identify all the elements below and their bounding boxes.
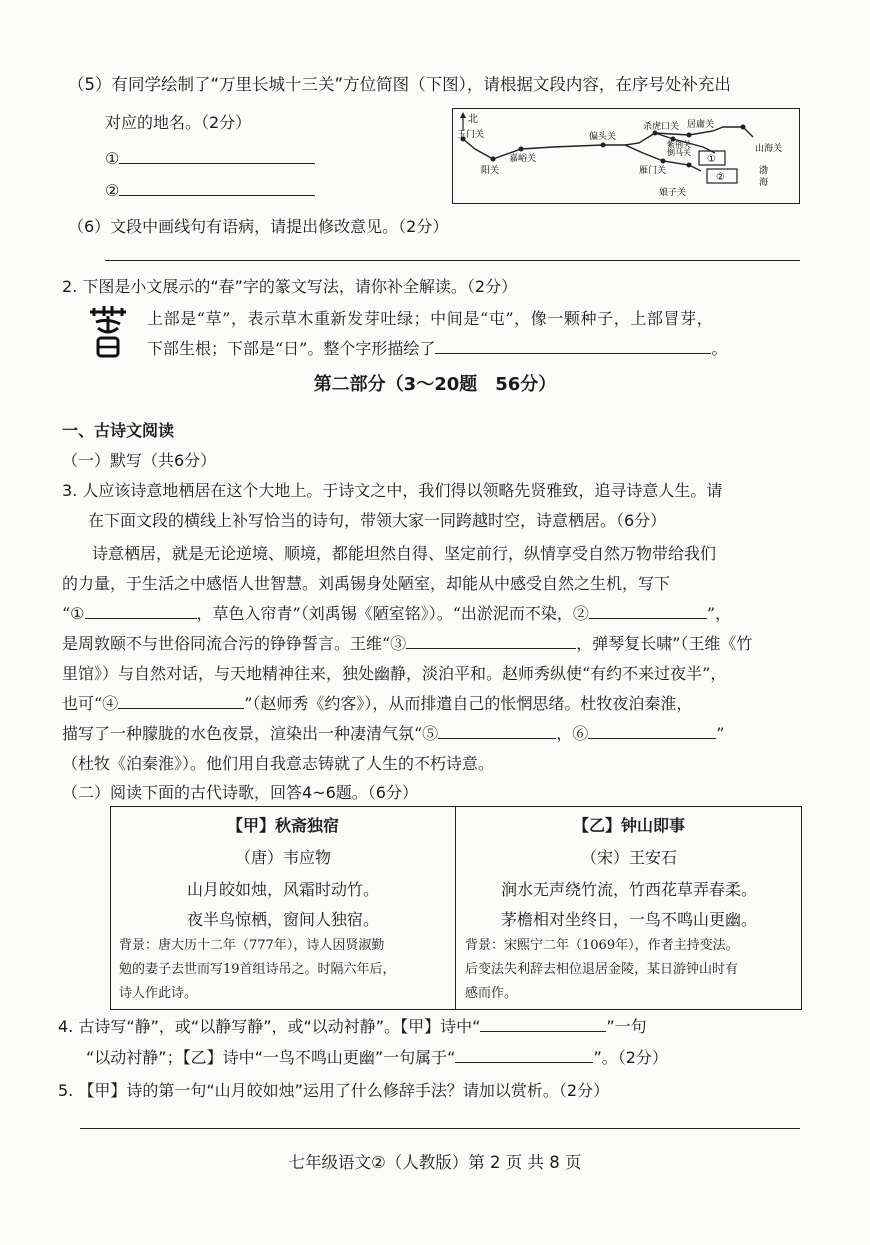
poem-divider xyxy=(455,807,456,1009)
blank-label: ① xyxy=(105,149,120,168)
map-place: 嘉峪关 xyxy=(509,154,537,164)
poem-comparison-table xyxy=(110,806,802,1010)
answer-blank-q4-2[interactable] xyxy=(455,1048,593,1063)
poem-b-bg-line3: 感而作。 xyxy=(465,986,518,1001)
poem-a-bg-line3: 诗人作此诗。 xyxy=(119,986,198,1001)
q5-prompt-line1: （5）有同学绘制了“万里长城十三关”方位简图（下图），请根据文段内容，在序号处补充出 xyxy=(68,75,731,94)
answer-line-q5[interactable] xyxy=(80,1128,800,1129)
map-place: 居庸关 xyxy=(687,120,715,130)
map-place: 偏头关 xyxy=(589,132,617,142)
map-place: 海 xyxy=(759,178,769,188)
poem-a-line2: 夜半鸟惊栖，窗间人独宿。 xyxy=(186,910,379,929)
q3-para-line4 xyxy=(62,633,752,655)
map-place: 杀虎口关 xyxy=(643,122,680,132)
page-footer: 七年级语文②（人教版）第 2 页 共 8 页 xyxy=(288,1153,582,1172)
blank-label: ② xyxy=(105,181,120,200)
q2-text-line3a: 下部生根；下部是“日”。整个字形描绘了 xyxy=(147,339,436,358)
map-box-1: ① xyxy=(707,154,716,165)
north-label: 北 xyxy=(468,114,478,125)
q3-p7b: ，⑥ xyxy=(556,724,589,743)
map-graphic xyxy=(453,109,799,203)
answer-line-q6[interactable] xyxy=(105,260,800,261)
answer-blank-q4-1[interactable] xyxy=(480,1017,606,1032)
q5-prompt: 5. 【甲】诗的第一句“山月皎如烛”运用了什么修辞手法？请加以赏析。（2分） xyxy=(58,1081,610,1100)
q4-line1 xyxy=(58,1016,647,1038)
q2-prompt: 2. 下图是小文展示的“春”字的篆文写法，请你补全解读。（2分） xyxy=(62,277,518,296)
q3-prompt-line2: 在下面文段的横线上补写恰当的诗句，带领大家一同跨越时空，诗意栖居。（6分） xyxy=(88,511,667,530)
answer-blank-q3-1[interactable] xyxy=(85,604,197,619)
q5-prompt-line2: 对应的地名。（2分） xyxy=(105,113,252,132)
map-place: 玉门关 xyxy=(457,130,485,140)
answer-blank-q3-5[interactable] xyxy=(438,724,556,739)
section1-title: 一、古诗文阅读 xyxy=(62,421,175,440)
poem-a-bg-line2: 勉的妻子去世而写19首组诗吊之。时隔六年后， xyxy=(119,962,396,977)
q4-line1a: 4. 古诗写“静”，或“以静写静”，或“以动衬静”。【甲】诗中“ xyxy=(58,1017,481,1036)
q3-prompt-line1: 3. 人应该诗意地栖居在这个大地上。于诗文之中，我们得以领略先贤雅致，追寻诗意人生。请 xyxy=(62,481,723,500)
q2-text-line2: 上部是“草”，表示草木重新发芽吐绿；中间是“屯”，像一颗种子，上部冒芽， xyxy=(147,309,714,328)
q3-p3c: ”， xyxy=(706,604,732,623)
poem-b-bg-line2: 后变法失利辞去相位退居金陵，某日游钟山时有 xyxy=(465,962,739,977)
answer-blank-q3-4[interactable] xyxy=(118,694,244,709)
q3-para-line3 xyxy=(62,603,731,625)
q3-p6b: ”（赵师秀《约客》），从而排遣自己的怅惘思绪。杜牧夜泊秦淮， xyxy=(244,694,693,713)
q4-line2 xyxy=(86,1047,668,1069)
q3-p6a: 也可“④ xyxy=(62,694,119,713)
answer-blank-1[interactable] xyxy=(105,148,315,170)
answer-blank-q3-2[interactable] xyxy=(589,604,707,619)
poem-a-bg-line1: 背景：唐大历十二年（777年），诗人因贤淑勤 xyxy=(119,938,385,953)
answer-blank-2[interactable] xyxy=(105,180,315,202)
poem-a-title: 【甲】秋斋独宿 xyxy=(226,816,339,835)
q3-para-line8: （杜牧《泊秦淮》）。他们用自我意志铸就了人生的不朽诗意。 xyxy=(62,754,495,773)
q4-line2b: ”。（2分） xyxy=(593,1048,668,1067)
q2-text-line3 xyxy=(147,338,727,360)
poem-b-line1: 涧水无声绕竹流，竹西花草弄春柔。 xyxy=(500,880,757,899)
q4-line2a: “以动衬静”；【乙】诗中“一鸟不鸣山更幽”一句属于“ xyxy=(86,1048,456,1067)
map-place: 雁门关 xyxy=(639,166,667,176)
q3-p7c: ” xyxy=(716,724,725,743)
poem-b-title: 【乙】钟山即事 xyxy=(572,816,685,835)
q4-line1b: ”一句 xyxy=(606,1017,647,1036)
q3-para-line7 xyxy=(62,723,724,745)
answer-blank-q3-6[interactable] xyxy=(588,724,716,739)
map-place: 山海关 xyxy=(755,144,783,154)
map-box-2: ② xyxy=(716,172,725,183)
seal-script-chun-glyph xyxy=(88,302,128,360)
great-wall-map xyxy=(452,108,800,204)
answer-blank-q2[interactable] xyxy=(435,339,711,354)
poem-b-author: （宋）王安石 xyxy=(580,848,677,867)
part2-title: 第二部分（3～20题 56分） xyxy=(313,374,557,395)
poem-a-author: （唐）韦应物 xyxy=(234,848,331,867)
poem-a-cell xyxy=(111,807,455,1009)
poem-b-bg-line1: 背景：宋熙宁二年（1069年），作者主持变法。 xyxy=(465,938,739,953)
q3-p3a: “① xyxy=(62,604,85,623)
q3-p3b: ，草色入帘青”（刘禹锡《陋室铭》）。“出淤泥而不染，② xyxy=(196,604,589,623)
q3-para-line5: 里馆》）与自然对话，与天地精神往来，独处幽静，淡泊平和。赵师秀纵使“有约不来过夜半”， xyxy=(62,664,727,683)
q3-p4a: 是周敦颐不与世俗同流合污的铮铮誓言。王维“③ xyxy=(62,634,407,653)
q3-para-line2: 的力量，于生活之中感悟人世智慧。刘禹锡身处陋室，却能从中感受自然之生机，写下 xyxy=(62,574,671,593)
map-place: 倒马关 xyxy=(667,148,691,157)
poem-a-line1: 山月皎如烛，风霜时动竹。 xyxy=(186,880,379,899)
q2-text-line3b: 。 xyxy=(711,339,728,358)
q3-p7a: 描写了一种朦胧的水色夜景，渲染出一种凄清气氛“⑤ xyxy=(62,724,439,743)
q3-para-line6 xyxy=(62,693,692,715)
map-place: 紫荆关 xyxy=(667,140,691,149)
poem-b-line2: 茅檐相对坐终日，一鸟不鸣山更幽。 xyxy=(500,910,757,929)
q6-prompt: （6）文段中画线句有语病，请提出修改意见。（2分） xyxy=(68,217,449,236)
q3-p4b: ，弹琴复长啸”（王维《竹 xyxy=(576,634,753,653)
poem-b-cell xyxy=(457,807,801,1009)
section1-sub1: （一）默写（共6分） xyxy=(62,451,217,470)
map-place: 娘子关 xyxy=(659,188,687,198)
section2-title: （二）阅读下面的古代诗歌，回答4~6题。（6分） xyxy=(62,783,418,802)
map-place: 阳关 xyxy=(481,166,500,176)
q3-para-line1: 诗意栖居，就是无论逆境、顺境，都能坦然自得、坚定前行，纵情享受自然万物带给我们 xyxy=(92,544,717,563)
answer-blank-q3-3[interactable] xyxy=(406,634,576,649)
map-place: 渤 xyxy=(759,166,769,176)
